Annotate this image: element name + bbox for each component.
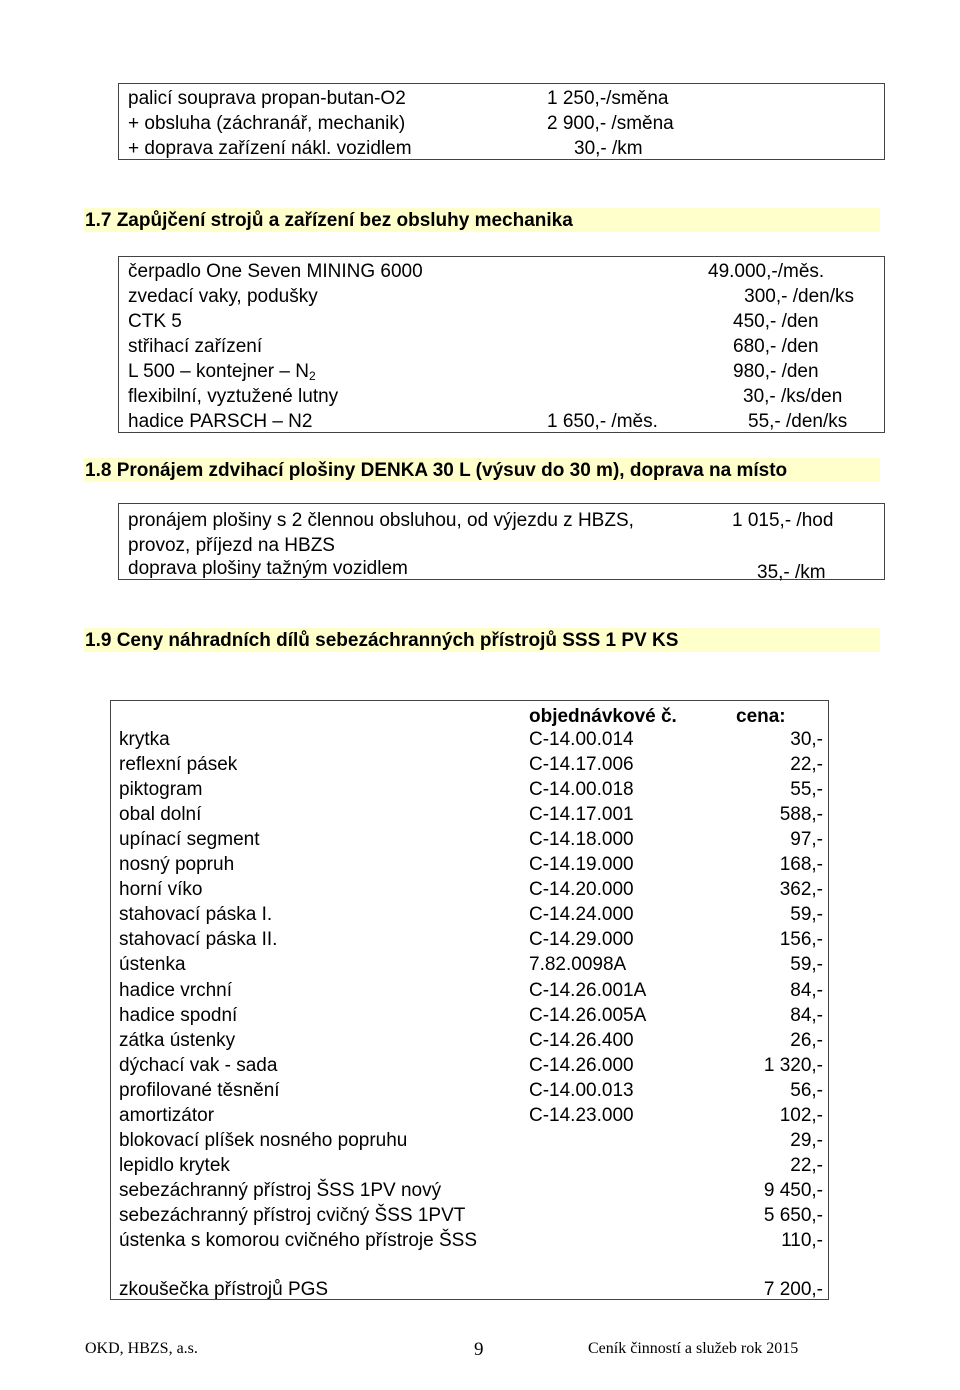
table-row (119, 287, 884, 312)
part-name: piktogram (119, 779, 203, 801)
part-name: blokovací plíšek nosného popruhu (119, 1129, 408, 1151)
part-price: 168,- (779, 854, 823, 876)
table-row (111, 880, 828, 905)
footer-company: OKD, HBZS, a.s. (85, 1340, 198, 1357)
part-price: 59,- (790, 954, 823, 976)
part-code: C-14.26.001A (529, 979, 647, 1001)
item-price: 49.000,-/měs. (708, 261, 825, 282)
column-header-price: cena: (736, 706, 786, 727)
table-row (119, 89, 884, 114)
table-row (111, 1131, 828, 1156)
part-name: horní víko (119, 879, 203, 901)
part-code: C-14.00.014 (529, 729, 634, 750)
table-row (111, 730, 828, 755)
table-row (119, 362, 884, 387)
table-row (111, 1031, 828, 1056)
table-row (119, 139, 884, 164)
part-code: C-14.26.400 (529, 1029, 634, 1051)
part-name: stahovací páska II. (119, 929, 278, 951)
part-code: C-14.17.006 (529, 754, 634, 776)
item-price: 680,- /den (733, 336, 819, 357)
item-label (128, 362, 316, 382)
table-row (111, 805, 828, 830)
item-label: čerpadlo One Seven MINING 6000 (128, 261, 423, 282)
part-price: 362,- (779, 879, 823, 901)
part-price: 1 320,- (763, 1054, 823, 1076)
part-name: reflexní pásek (119, 754, 238, 776)
part-name: hadice vrchní (119, 979, 233, 1001)
part-code: C-14.24.000 (529, 904, 634, 926)
table-row (119, 511, 884, 536)
part-price: 84,- (790, 1004, 823, 1026)
part-price: 26,- (790, 1029, 823, 1051)
item-price: 35,- /km (757, 562, 826, 583)
part-price: 7 200,- (763, 1279, 823, 1300)
part-price: 29,- (790, 1129, 823, 1151)
table-row (119, 559, 884, 584)
item-label: pronájem plošiny s 2 člennou obsluhou, od výjezdu z HBZS, (128, 510, 634, 531)
part-name: dýchací vak - sada (119, 1054, 278, 1076)
item-label: hadice PARSCH – N2 (128, 411, 313, 432)
item-price: 1 015,- /hod (732, 510, 834, 531)
table-row (119, 114, 884, 139)
part-name: zátka ústenky (119, 1029, 236, 1051)
item-label: palicí souprava propan-butan-O2 (128, 88, 406, 109)
table-row (111, 855, 828, 880)
part-name: zkoušečka přístrojů PGS (119, 1279, 329, 1300)
part-price: 55,- (790, 779, 823, 801)
table-row (111, 1106, 828, 1131)
item-label: + doprava zařízení nákl. vozidlem (128, 138, 412, 159)
table-row (111, 981, 828, 1006)
part-name: upínací segment (119, 829, 260, 851)
part-price: 110,- (781, 1230, 823, 1251)
table-row (119, 387, 884, 412)
table-row (119, 337, 884, 362)
item-label-text: L 500 – kontejner – N (128, 361, 309, 382)
table-row (111, 755, 828, 780)
table-row (111, 1181, 828, 1206)
part-price: 30,- (790, 729, 823, 750)
item-label: provoz, příjezd na HBZS (128, 535, 335, 556)
item-label: zvedací vaky, podušky (128, 286, 318, 307)
item-price: 980,- /den (733, 361, 819, 382)
part-price: 97,- (790, 829, 823, 851)
table-row (111, 905, 828, 930)
table-row (111, 830, 828, 855)
part-name: lepidlo krytek (119, 1154, 230, 1176)
part-name: stahovací páska I. (119, 904, 273, 926)
table-row (119, 262, 884, 287)
item-label: střihací zařízení (128, 336, 263, 357)
part-code: C-14.26.000 (529, 1054, 634, 1076)
part-name: ústenka s komorou cvičného přístroje ŠSS (119, 1230, 478, 1251)
page-number: 9 (474, 1339, 484, 1360)
subscript: 2 (308, 369, 316, 383)
part-code: C-14.00.018 (529, 779, 634, 801)
footer-title: Ceník činností a služeb rok 2015 (588, 1340, 799, 1357)
part-name: krytka (119, 729, 170, 750)
table-row (111, 1156, 828, 1181)
part-name: amortizátor (119, 1104, 215, 1126)
part-code: 7.82.0098A (529, 954, 627, 976)
item-price: 2 900,- /směna (547, 113, 674, 134)
part-price: 22,- (790, 1154, 823, 1176)
part-price: 156,- (779, 929, 823, 951)
section-heading-1-9: 1.9 Ceny náhradních dílů sebezáchranných přístrojů SSS 1 PV KS (85, 630, 679, 651)
part-price: 588,- (779, 804, 823, 826)
platform-box (118, 503, 885, 583)
item-label: flexibilní, vyztužené lutny (128, 386, 339, 407)
rental-box (118, 256, 885, 433)
item-price: 30,- /km (574, 138, 643, 159)
part-price: 22,- (790, 754, 823, 776)
table-row (119, 412, 884, 437)
item-price: 1 250,-/směna (547, 88, 669, 109)
item-price: 30,- /ks/den (743, 386, 843, 407)
table-row (111, 1206, 828, 1231)
table-row (111, 1231, 828, 1256)
table-row (111, 1056, 828, 1081)
section-heading-1-7: 1.7 Zapůjčení strojů a zařízení bez obsluhy mechanika (85, 210, 573, 231)
table-row (111, 955, 828, 980)
part-name: nosný popruh (119, 854, 235, 876)
part-price: 9 450,- (763, 1179, 823, 1201)
table-row (119, 312, 884, 337)
part-price: 102,- (779, 1104, 823, 1126)
part-name: sebezáchranný přístroj ŠSS 1PV nový (119, 1179, 442, 1201)
item-price: 450,- /den (733, 311, 819, 332)
part-price: 59,- (790, 904, 823, 926)
table-row (111, 1081, 828, 1106)
part-code: C-14.20.000 (529, 879, 634, 901)
section-heading-1-8: 1.8 Pronájem zdvihací plošiny DENKA 30 L (výsuv do 30 m), doprava na místo (85, 460, 788, 481)
part-name: profilované těsnění (119, 1079, 280, 1101)
part-name: obal dolní (119, 804, 202, 826)
part-price: 56,- (790, 1079, 823, 1101)
part-code: C-14.18.000 (529, 829, 634, 851)
item-price: 300,- /den/ks (744, 286, 854, 307)
item-label: + obsluha (záchranář, mechanik) (128, 113, 406, 134)
part-code: C-14.26.005A (529, 1004, 647, 1026)
table-row (111, 930, 828, 955)
table-row (111, 1006, 828, 1031)
spare-parts-table (110, 700, 829, 1300)
item-label: CTK 5 (128, 311, 182, 332)
item-monthly-price: 1 650,- /měs. (547, 411, 658, 432)
column-header-order-number: objednávkové č. (529, 706, 677, 727)
table-row (111, 780, 828, 805)
part-code: C-14.17.001 (529, 804, 634, 826)
table-row (111, 1280, 828, 1305)
part-name: sebezáchranný přístroj cvičný ŠSS 1PVT (119, 1204, 466, 1226)
part-code: C-14.29.000 (529, 929, 634, 951)
part-code: C-14.23.000 (529, 1104, 634, 1126)
part-price: 84,- (790, 979, 823, 1001)
item-price: 55,- /den/ks (748, 411, 848, 432)
item-label: doprava plošiny tažným vozidlem (128, 558, 408, 579)
part-code: C-14.19.000 (529, 854, 634, 876)
part-price: 5 650,- (763, 1204, 823, 1226)
part-name: ústenka (119, 954, 186, 976)
part-name: hadice spodní (119, 1004, 238, 1026)
part-code: C-14.00.013 (529, 1079, 634, 1101)
equipment-box (118, 83, 885, 160)
